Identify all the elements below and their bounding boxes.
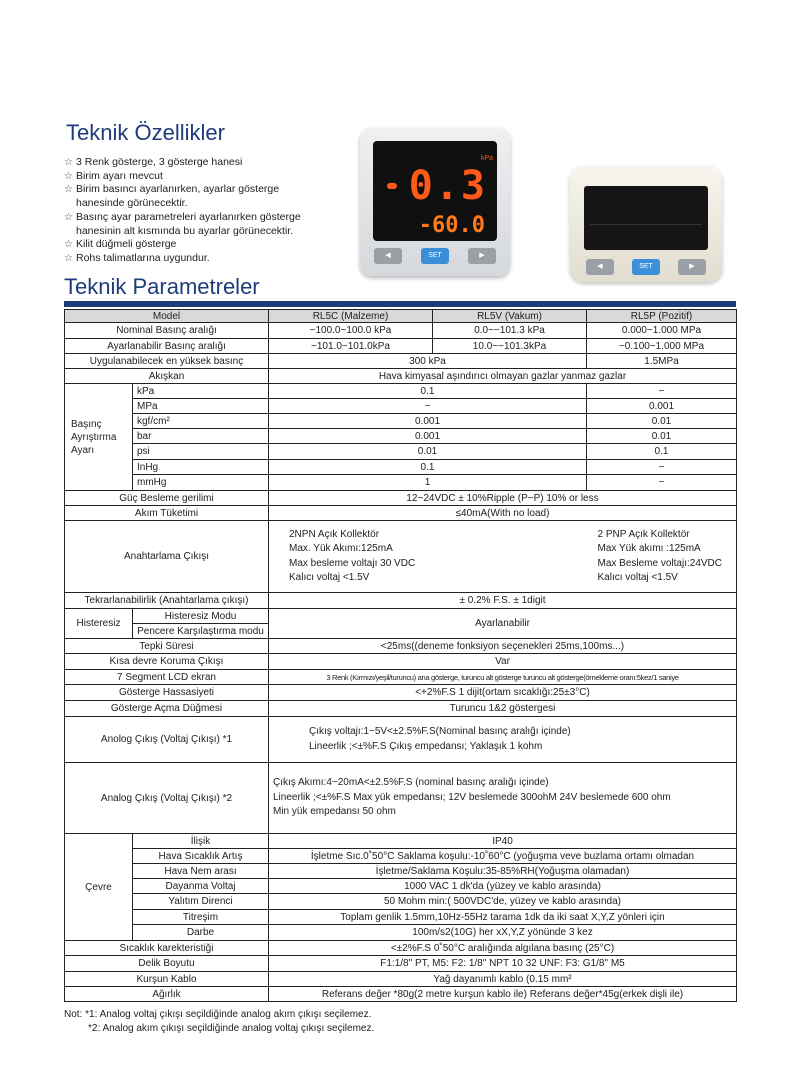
spec-line: Lineerlik ;<±%F.S Çıkış empedansı; Yaklaşık 1 kohm	[309, 740, 543, 752]
header-rl5c: RL5C (Malzeme)	[269, 310, 433, 323]
cell: <±2%F.S 0˚50°C aralığında algılana basınç (25°C)	[269, 941, 737, 956]
set-button: SET	[421, 248, 449, 264]
sub-label: Titreşim	[133, 910, 269, 925]
cell: ≤40mA(With no load)	[269, 506, 737, 521]
footnote: Not: *1: Analog voltaj çıkışı seçildiğinde analog akım çıkışı seçilemez.	[64, 1009, 372, 1020]
cell: Referans değer *80g(2 metre kurşun kablo ile) Referans değer*45g(erkek dişli ile)	[269, 987, 737, 1002]
sub-label: Pencere Karşılaştırma modu	[133, 624, 269, 639]
sub-label: Dayanma Voltaj	[133, 879, 269, 894]
cell: Hava kimyasal aşındırıcı olmayan gazlar yanmaz gazlar	[269, 369, 737, 384]
up-arrow-button-icon: ▶	[468, 248, 496, 264]
cell: 0.001	[269, 414, 587, 429]
footnote: *2: Analog akım çıkışı seçildiğinde analog voltaj çıkışı seçilemez.	[88, 1023, 375, 1034]
device-display	[373, 141, 497, 241]
cell: 0.001	[269, 429, 587, 444]
row-label: Kurşun Kablo	[65, 972, 269, 987]
feature-item: ☆ Basınç ayar parametreleri ayarlanırken gösterge	[64, 211, 354, 225]
cell: IP40	[269, 834, 737, 849]
left-button-icon: ◀	[586, 259, 614, 275]
unit-cell: mmHg	[133, 475, 269, 491]
feature-item: ☆ Birim basıncı ayarlanırken, ayarlar gösterge	[64, 183, 354, 197]
table-row	[65, 834, 737, 849]
spec-table	[64, 309, 737, 1002]
unit-cell: bar	[133, 429, 269, 444]
table-row	[65, 639, 737, 654]
down-arrow-button-icon: ◀	[374, 248, 402, 264]
table-row	[65, 593, 737, 609]
sub-label: Darbe	[133, 925, 269, 941]
pressure-switch-image-on	[360, 128, 510, 276]
table-row	[65, 354, 737, 369]
features-list	[64, 156, 354, 266]
cell: İşletme Sıc.0˚50°C Saklama koşulu:-10˚60°C (yoğuşma veve buzlama ortamı olmadan	[269, 849, 737, 864]
row-label: Sıcaklık karekteristiği	[65, 941, 269, 956]
cell: 1000 VAC 1 dk'da (yüzey ve kablo arasında)	[269, 879, 737, 894]
table-row	[65, 506, 737, 521]
table-row	[65, 399, 737, 414]
row-label: Akım Tüketimi	[65, 506, 269, 521]
unit-cell: kgf/cm²	[133, 414, 269, 429]
pnp-spec	[598, 528, 723, 586]
cell: F1:1/8" PT, M5: F2: 1/8" NPT 10 32 UNF: F3: G1/8" M5	[269, 956, 737, 972]
cell: 0.1	[269, 460, 587, 475]
sub-label: İlişik	[133, 834, 269, 849]
cell: 300 kPa	[269, 354, 587, 369]
unit-cell: MPa	[133, 399, 269, 414]
feature-item-continuation: hanesinde görünecektir.	[76, 197, 188, 210]
spec-line: 2 PNP Açık Kollektör	[597, 528, 690, 540]
footnotes	[64, 1008, 374, 1036]
feature-item: ☆ Rohs talimatlarına uygundur.	[64, 252, 354, 266]
table-row	[65, 654, 737, 670]
row-label: Ayarlanabilir Basınç aralığı	[65, 339, 269, 354]
table-row	[65, 369, 737, 384]
row-label: Delik Boyutu	[65, 956, 269, 972]
switching-output-cell	[269, 521, 737, 593]
row-label: Ağırlık	[65, 987, 269, 1002]
npn-spec	[289, 528, 415, 586]
row-label: 7 Segment LCD ekran	[65, 670, 269, 685]
spec-line: Çıkış voltajı:1~5V<±2.5%F.S(Nominal basınç aralığı içinde)	[309, 726, 571, 737]
unit-cell: InHg	[133, 460, 269, 475]
table-row	[65, 670, 737, 685]
unit-cell: psi	[133, 444, 269, 460]
row-label: Uygulanabilecek en yüksek basınç	[65, 354, 269, 369]
feature-item: ☆ Birim ayarı mevcut	[64, 170, 354, 184]
cell: −	[587, 475, 737, 491]
cell: 3 Renk (Kırmızı/yeşil/turuncu) ana gösterge, turuncu alt gösterge turuncu alt gösterge(örnekleme oranı:5kez/1 saniye	[269, 670, 737, 685]
table-row	[65, 941, 737, 956]
table-row	[65, 414, 737, 429]
table-row	[65, 521, 737, 593]
cell: 1.5MPa	[587, 354, 737, 369]
cell: Ayarlanabilir	[269, 609, 737, 639]
unit-cell: kPa	[133, 384, 269, 399]
row-label: Tepki Süresi	[65, 639, 269, 654]
cell: <25ms((deneme fonksiyon seçenekleri 25ms,100ms...)	[269, 639, 737, 654]
display-indicator	[387, 183, 397, 189]
spec-line: Max. Yük Akımı:125mA	[289, 543, 393, 554]
analog-current-cell	[269, 763, 737, 834]
row-label: Analog Çıkış (Voltaj Çıkışı) *2	[65, 763, 269, 834]
cell: ± 0.2% F.S. ± 1digit	[269, 593, 737, 609]
cell: 0.1	[269, 384, 587, 399]
table-row	[65, 849, 737, 864]
table-row	[65, 717, 737, 763]
spec-line: Kalıcı voltaj <1.5V	[289, 572, 370, 583]
cell: −	[587, 384, 737, 399]
cell: 50 Mohm min:( 500VDC'de, yüzey ve kablo arasında)	[269, 894, 737, 910]
params-heading: Teknik Parametreler	[64, 274, 260, 299]
table-row	[65, 491, 737, 506]
cell: Yağ dayanımlı kablo (0.15 mm²	[269, 972, 737, 987]
display-sub-value: -60.0	[418, 213, 485, 238]
row-label: Kısa devre Koruma Çıkışı	[65, 654, 269, 670]
row-label: Gösterge Açma Düğmesi	[65, 701, 269, 717]
table-row	[65, 925, 737, 941]
cell: <+2%F.S 1 dijit(ortam sıcaklığı:25±3°C)	[269, 685, 737, 701]
spec-line: Max Yük akımı :125mA	[597, 543, 701, 554]
table-row	[65, 339, 737, 354]
table-row	[65, 956, 737, 972]
analog-voltage-cell	[269, 717, 737, 763]
cell: −100.0~100.0 kPa	[269, 323, 433, 339]
row-label: Tekrarlanabilirlik (Anahtarlama çıkışı)	[65, 593, 269, 609]
group-label-basinc	[65, 384, 133, 491]
cell: 0.1	[587, 444, 737, 460]
display-main-value: 0.3	[408, 163, 487, 209]
heading-rule	[64, 301, 736, 307]
table-row	[65, 323, 737, 339]
header-rl5p: RL5P (Pozitif)	[587, 310, 737, 323]
row-label: Gösterge Hassasiyeti	[65, 685, 269, 701]
feature-item: ☆ 3 Renk gösterge, 3 gösterge hanesi	[64, 156, 354, 170]
spec-line: Max Besleme voltajı:24VDC	[597, 557, 722, 569]
table-row	[65, 894, 737, 910]
header-model: Model	[65, 310, 269, 323]
set-button: SET	[632, 259, 660, 275]
cell: −	[587, 460, 737, 475]
group-label-text: Başınç Ayrıştırma Ayarı	[71, 418, 117, 456]
cell: 0.0~−101.3 kPa	[433, 323, 587, 339]
table-row	[65, 444, 737, 460]
row-label: Anolog Çıkış (Voltaj Çıkışı) *1	[65, 717, 269, 763]
cell: 0.000~1.000 MPa	[587, 323, 737, 339]
table-row	[65, 972, 737, 987]
table-row	[65, 475, 737, 491]
cell: Toplam genlik 1.5mm,10Hz-55Hz tarama 1dk da iki saat X,Y,Z yönleri için	[269, 910, 737, 925]
cell: 100m/s2(10G) her xX,Y,Z yönünde 3 kez	[269, 925, 737, 941]
feature-item-continuation: hanesinin alt kısmında bu ayarlar görünecektir.	[76, 224, 294, 237]
feature-item: ☆ Kilit düğmeli gösterge	[64, 238, 354, 252]
cell: Turuncu 1&2 göstergesi	[269, 701, 737, 717]
table-row	[65, 609, 737, 624]
device-display-off	[584, 186, 708, 250]
sub-label: Hava Nem arası	[133, 864, 269, 879]
cell: Var	[269, 654, 737, 670]
table-row	[65, 763, 737, 834]
cell: −101.0~101.0kPa	[269, 339, 433, 354]
cell: 0.01	[587, 414, 737, 429]
spec-line: Lineerlik ;<±%F.S Max yük empedansı; 12V beslemede 300ohM 24V beslemede 600 ohm	[273, 791, 671, 803]
sub-label: Hava Sıcaklık Artış	[133, 849, 269, 864]
header-rl5v: RL5V (Vakum)	[433, 310, 587, 323]
spec-line: Max besleme voltajı 30 VDC	[289, 557, 416, 569]
cell: −0.100~1.000 MPa	[587, 339, 737, 354]
table-row	[65, 460, 737, 475]
pressure-switch-image-off	[570, 166, 722, 282]
display-unit: kPa	[480, 155, 493, 162]
table-header-row	[65, 310, 737, 323]
cell: İşletme/Saklama Koşulu:35-85%RH(Yoğuşma olamadan)	[269, 864, 737, 879]
table-row	[65, 879, 737, 894]
cell: 0.001	[587, 399, 737, 414]
cell: −	[269, 399, 587, 414]
row-label: Nominal Basınç aralığı	[65, 323, 269, 339]
cell: 1	[269, 475, 587, 491]
group-label-cevre: Çevre	[65, 834, 133, 941]
sub-label: Histeresiz Modu	[133, 609, 269, 624]
row-label: Anahtarlama Çıkışı	[65, 521, 269, 593]
table-row	[65, 701, 737, 717]
right-button-icon: ▶	[678, 259, 706, 275]
features-heading: Teknik Özellikler	[66, 120, 225, 145]
spec-line: Min yük empedansı 50 ohm	[273, 806, 396, 818]
cell: 0.01	[269, 444, 587, 460]
spec-line: Kalıcı voltaj <1.5V	[597, 572, 678, 583]
row-label: Akışkan	[65, 369, 269, 384]
table-row	[65, 987, 737, 1002]
table-row	[65, 864, 737, 879]
spec-line: 2NPN Açık Kollektör	[289, 528, 380, 540]
cell: 12~24VDC ± 10%Ripple (P−P) 10% or less	[269, 491, 737, 506]
sub-label: Yalıtım Direnci	[133, 894, 269, 910]
table-row	[65, 429, 737, 444]
table-row	[65, 910, 737, 925]
table-row	[65, 685, 737, 701]
row-label: Histeresiz	[65, 609, 133, 639]
cell: 0.01	[587, 429, 737, 444]
spec-line: Çıkış Akımı:4~20mA<±2.5%F.S (nominal basınç aralığı içinde)	[273, 777, 549, 789]
row-label: Güç Besleme gerilimi	[65, 491, 269, 506]
cell: 10.0~−101.3kPa	[433, 339, 587, 354]
table-row	[65, 384, 737, 399]
